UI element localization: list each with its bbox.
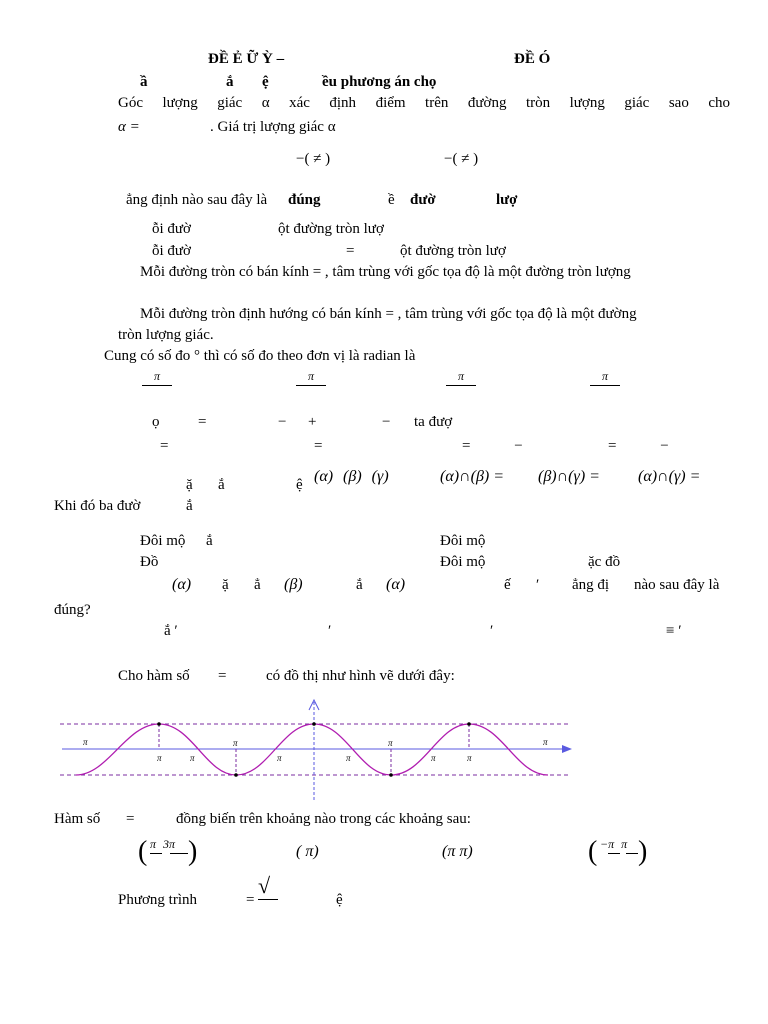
max-point [467, 722, 471, 726]
q6-fragment: ế [504, 577, 511, 593]
fraction-bar [170, 853, 188, 854]
q8-stem-tail: đồng biến trên khoảng nào trong các khoảng sau: [176, 811, 471, 827]
q3-option-b [296, 369, 326, 386]
pi-symbol: π [601, 369, 608, 383]
q4-fragment: − [278, 414, 287, 430]
fraction-bar [142, 385, 172, 386]
instruction-fragment: ầ [140, 74, 148, 90]
q2-stem-fragment: lượ [496, 192, 518, 208]
cosine-graph [56, 696, 576, 802]
q4-option-a: = [160, 438, 169, 454]
q2-option-a: ỗi đườ [152, 221, 191, 237]
q2-option-c: Mỗi đường tròn có bán kính = , tâm trùng với gốc tọa độ là một đường tròn lượng [140, 264, 631, 280]
pi-symbol: π [307, 369, 314, 383]
fraction-bar [258, 899, 278, 900]
q2-option-b-eq: = [346, 243, 355, 259]
q5-intersection-1: (α)∩(β) = [440, 468, 505, 485]
q3-option-c [446, 369, 476, 386]
left-paren: ( [588, 836, 598, 867]
q6-fragment: (α) [386, 576, 406, 593]
tick-label: π [467, 753, 472, 763]
tick-label: π [83, 737, 88, 747]
q6-fragment: ẳng đị [572, 577, 610, 593]
fraction-bar [608, 853, 620, 854]
tick-label: π [277, 753, 282, 763]
q5-option-b: Đôi mộ [440, 533, 486, 549]
tick-label: π [157, 753, 162, 763]
right-paren: ) [638, 836, 648, 867]
q5-intersection-2: (β)∩(γ) = [538, 468, 600, 485]
q5-option-d: Đôi mộ [440, 554, 486, 570]
q2-option-a-tail: ột đường tròn lượ [278, 221, 384, 237]
tick-label: π [233, 738, 238, 748]
right-paren: ) [188, 836, 198, 867]
q6-fragment: ắ [356, 577, 363, 593]
q3-option-a [142, 369, 172, 386]
exam-title-left: ĐỀ Ẻ Ữ Ỳ – [208, 51, 285, 67]
q9-eq: = [246, 892, 255, 908]
pi-symbol: π [457, 369, 464, 383]
tick-label: π [388, 738, 393, 748]
sqrt-symbol: √ [258, 873, 271, 898]
q5-option-a-tail: ắ [206, 533, 213, 549]
q6-fragment: ẳ [254, 577, 261, 593]
q4-fragment: − [382, 414, 391, 430]
q4-option-b: = [314, 438, 323, 454]
q4-fragment: + [308, 414, 317, 430]
q6-option-c: ′ [490, 623, 494, 639]
q9-tail: ệ [336, 892, 343, 908]
q6-option-a: ắ ′ [164, 623, 178, 639]
q5-fragment: ặ [186, 477, 193, 493]
tick-label: π [543, 737, 548, 747]
exam-title-right: ĐỀ Ó [514, 51, 551, 67]
q6-fragment: ′ [536, 577, 540, 593]
q1-option-a: −( ≠ ) [296, 151, 331, 167]
q9-stem: Phương trình [118, 892, 197, 908]
fraction-bar [590, 385, 620, 386]
q8-stem: Hàm số [54, 811, 101, 827]
q5-intersection-3: (α)∩(γ) = [638, 468, 701, 485]
max-point [312, 722, 316, 726]
q6-fragment: (α) [172, 576, 192, 593]
q4-fragment: ọ [152, 414, 160, 430]
q1-stem-alpha: α = [118, 119, 140, 135]
q5-option-a: Đôi mộ [140, 533, 186, 549]
q7-stem-tail: có đồ thị như hình vẽ dưới đây: [266, 668, 455, 684]
fraction-bar [446, 385, 476, 386]
fraction-bar [626, 853, 638, 854]
q6-fragment: ặ [222, 577, 229, 593]
instruction-fragment: ệ [262, 74, 269, 90]
q1-stem-line2: . Giá trị lượng giác α [210, 119, 336, 135]
q4-option-c: = − [462, 438, 523, 454]
q5-fragment: ệ [296, 477, 303, 493]
q8-stem-eq: = [126, 811, 135, 827]
q5-planes: (α) (β) (γ) [314, 468, 389, 485]
fraction-bar [296, 385, 326, 386]
q6-stem-line2: đúng? [54, 602, 91, 618]
q3-option-d [590, 369, 620, 386]
q5-fragment: ắ [218, 477, 225, 493]
q1-stem-line1: Góc lượng giác α xác định điểm trên đường tròn lượng giác sao cho [118, 95, 730, 111]
q8-option-c: (π π) [442, 843, 473, 860]
q4-fragment: = [198, 414, 207, 430]
tick-label: π [190, 753, 195, 763]
q1-option-b: −( ≠ ) [444, 151, 479, 167]
q5-option-d-tail: ặc đồ [588, 554, 621, 570]
min-point [389, 773, 393, 777]
q2-option-d-line2: tròn lượng giác. [118, 327, 214, 343]
pi-symbol: π [153, 369, 160, 383]
q2-stem-fragment: ề [388, 192, 395, 208]
q5-stem-fragment: ắ [186, 498, 193, 514]
q7-stem: Cho hàm số [118, 668, 190, 684]
left-paren: ( [138, 836, 148, 867]
q5-option-c: Đồ [140, 554, 159, 570]
q6-option-b: ′ [328, 623, 332, 639]
q6-stem-tail: nào sau đây là [634, 577, 720, 593]
q2-stem-fragment: đườ [410, 192, 436, 208]
q2-stem-bold: đúng [288, 192, 321, 208]
q6-fragment: (β) [284, 576, 303, 593]
q5-stem: Khi đó ba đườ [54, 498, 141, 514]
instruction-text: ều phương án chọ [322, 74, 437, 90]
instruction-fragment: ắ [226, 74, 234, 90]
q6-option-d: ≡ ′ [666, 623, 682, 639]
q4-option-d: = − [608, 438, 669, 454]
q2-option-b-tail: ột đường tròn lượ [400, 243, 506, 259]
tick-label: π [431, 753, 436, 763]
q7-stem-eq: = [218, 668, 227, 684]
max-point [157, 722, 161, 726]
tick-label: π [346, 753, 351, 763]
q4-fragment: ta đượ [414, 414, 453, 430]
x-axis-arrow [562, 745, 572, 753]
q2-option-b: ỗi đườ [152, 243, 191, 259]
q8-option-b: ( π) [296, 843, 319, 860]
q8-option-a-numerators: π 3π [150, 837, 176, 851]
min-point [234, 773, 238, 777]
fraction-bar [150, 853, 162, 854]
q3-stem: Cung có số đo ° thì có số đo theo đơn vị là radian là [104, 348, 416, 364]
q8-option-d-numerators: −π π [600, 837, 628, 851]
q2-stem: ẳng định nào sau đây là [126, 192, 268, 208]
q2-option-d-line1: Mỗi đường tròn định hướng có bán kính = , tâm trùng với gốc tọa độ là một đường [140, 306, 637, 322]
